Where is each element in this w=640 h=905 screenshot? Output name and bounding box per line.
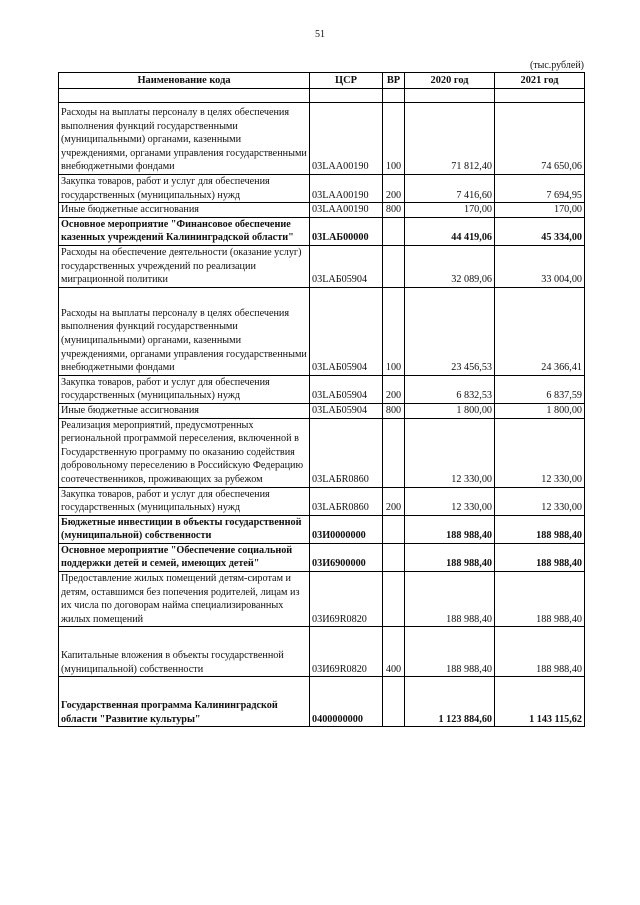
cell-2021: 7 694,95 [495,175,585,203]
table-row [59,245,585,287]
table-row [59,203,585,218]
cell-2020: 188 988,40 [405,543,495,571]
cell-csr: 03И69R0820 [310,627,383,677]
cell-vr: 200 [383,487,405,515]
cell-2021: 12 330,00 [495,418,585,487]
budget-table [58,72,585,727]
cell-vr: 200 [383,175,405,203]
cell-2020: 44 419,06 [405,217,495,245]
cell-2021: 45 334,00 [495,217,585,245]
cell-2020: 12 330,00 [405,487,495,515]
table-row [59,103,585,175]
cell-2021: 6 837,59 [495,375,585,403]
cell-2020: 12 330,00 [405,418,495,487]
table-row [59,287,585,375]
cell-name: Иные бюджетные ассигнования [59,203,310,218]
cell-2021: 1 143 115,62 [495,677,585,727]
cell-2020: 71 812,40 [405,103,495,175]
page-number: 51 [315,29,325,40]
cell-2021: 188 988,40 [495,543,585,571]
cell-name [59,89,310,103]
cell-name: Основное мероприятие "Обеспечение социальной поддержки детей и семей, имеющих детей" [59,543,310,571]
cell-csr: 03LAA00190 [310,203,383,218]
table-header-row [59,73,585,89]
table-row [59,89,585,103]
cell-vr [383,245,405,287]
cell-2021: 12 330,00 [495,487,585,515]
cell-csr: 03LAБ00000 [310,217,383,245]
table-row [59,543,585,571]
table-row [59,418,585,487]
cell-2021 [495,89,585,103]
cell-name: Закупка товаров, работ и услуг для обеспечения государственных (муниципальных) нужд [59,375,310,403]
cell-2021: 188 988,40 [495,627,585,677]
cell-name: Государственная программа Калининградской области "Развитие культуры" [59,677,310,727]
cell-csr: 03LAБ05904 [310,287,383,375]
table-row [59,175,585,203]
cell-vr [383,572,405,627]
cell-2020: 7 416,60 [405,175,495,203]
cell-vr [383,217,405,245]
table-row [59,677,585,727]
cell-2020: 6 832,53 [405,375,495,403]
cell-2021: 188 988,40 [495,515,585,543]
cell-vr [383,418,405,487]
table-row [59,403,585,418]
cell-csr: 03И6900000 [310,543,383,571]
header-csr: ЦСР [310,73,383,89]
table-row [59,487,585,515]
header-vr: ВР [383,73,405,89]
cell-vr: 100 [383,287,405,375]
cell-2020: 188 988,40 [405,627,495,677]
cell-2021: 74 650,06 [495,103,585,175]
cell-name: Расходы на выплаты персоналу в целях обеспечения выполнения функций государственными (муниципальными) органами, казенными учреждениями, органами управления государственными внебюджетными фондами [59,287,310,375]
cell-2020: 188 988,40 [405,515,495,543]
cell-vr: 400 [383,627,405,677]
header-2021: 2021 год [495,73,585,89]
cell-csr [310,89,383,103]
cell-2021: 33 004,00 [495,245,585,287]
cell-csr: 03LAA00190 [310,175,383,203]
cell-csr: 03LAБ05904 [310,245,383,287]
cell-vr: 800 [383,403,405,418]
cell-2020: 1 800,00 [405,403,495,418]
cell-csr: 03LAA00190 [310,103,383,175]
table-row [59,217,585,245]
cell-2021: 188 988,40 [495,572,585,627]
table-row [59,515,585,543]
cell-vr [383,677,405,727]
cell-2020 [405,89,495,103]
header-name: Наименование кода [59,73,310,89]
cell-2021: 24 366,41 [495,287,585,375]
cell-name: Закупка товаров, работ и услуг для обеспечения государственных (муниципальных) нужд [59,487,310,515]
cell-csr: 0400000000 [310,677,383,727]
cell-csr: 03LAБR0860 [310,487,383,515]
cell-vr [383,543,405,571]
cell-name: Реализация мероприятий, предусмотренных региональной программой переселения, включенной в Государственную программу по оказанию содействия добровольному переселению в Российскую Федерацию соотечественников, проживающих за рубежом [59,418,310,487]
cell-vr: 100 [383,103,405,175]
cell-2020: 23 456,53 [405,287,495,375]
cell-2020: 170,00 [405,203,495,218]
units-label: (тыс.рублей) [529,60,584,71]
cell-vr [383,89,405,103]
cell-name: Расходы на обеспечение деятельности (оказание услуг) государственных учреждений по реализации миграционной политики [59,245,310,287]
cell-vr: 800 [383,203,405,218]
cell-name: Бюджетные инвестиции в объекты государственной (муниципальной) собственности [59,515,310,543]
cell-2021: 1 800,00 [495,403,585,418]
cell-2021: 170,00 [495,203,585,218]
cell-vr: 200 [383,375,405,403]
cell-csr: 03И69R0820 [310,572,383,627]
cell-2020: 188 988,40 [405,572,495,627]
cell-vr [383,515,405,543]
cell-name: Иные бюджетные ассигнования [59,403,310,418]
cell-2020: 1 123 884,60 [405,677,495,727]
table-row [59,572,585,627]
cell-name: Основное мероприятие "Финансовое обеспечение казенных учреждений Калининградской области" [59,217,310,245]
cell-name: Капитальные вложения в объекты государственной (муниципальной) собственности [59,627,310,677]
cell-csr: 03LAБ05904 [310,375,383,403]
header-2020: 2020 год [405,73,495,89]
cell-name: Расходы на выплаты персоналу в целях обеспечения выполнения функций государственными (муниципальными) органами, казенными учреждениями, органами управления государственными внебюджетными фондами [59,103,310,175]
table-row [59,627,585,677]
cell-csr: 03LAБR0860 [310,418,383,487]
table-row [59,375,585,403]
cell-2020: 32 089,06 [405,245,495,287]
cell-name: Предоставление жилых помещений детям-сиротам и детям, оставшимся без попечения родителей, лицам из их числа по договорам найма специализированных жилых помещений [59,572,310,627]
cell-csr: 03LAБ05904 [310,403,383,418]
cell-csr: 03И0000000 [310,515,383,543]
cell-name: Закупка товаров, работ и услуг для обеспечения государственных (муниципальных) нужд [59,175,310,203]
